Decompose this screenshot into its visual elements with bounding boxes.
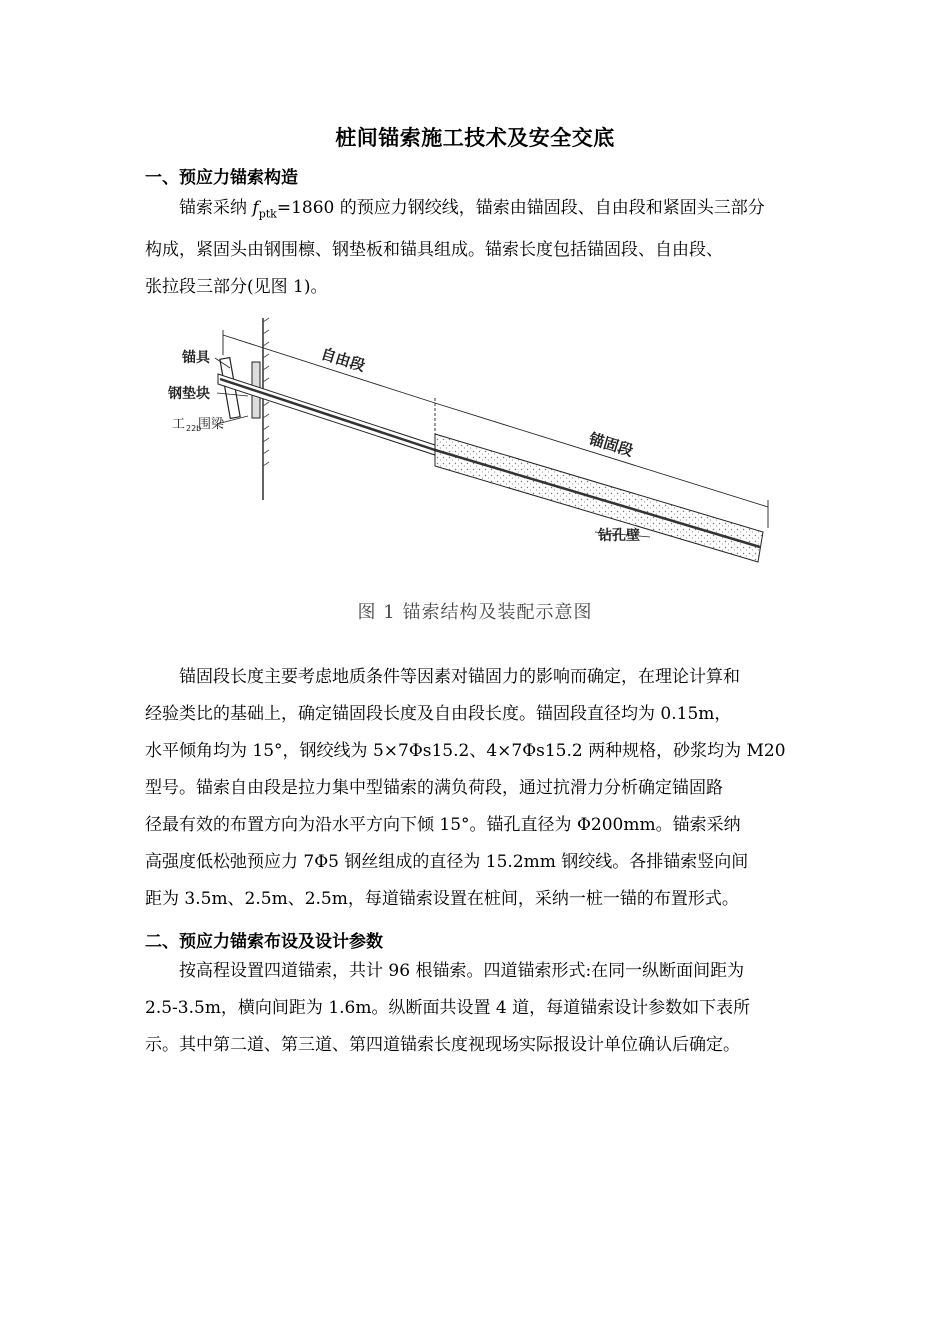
label-anchored-segment: 锚固段 [586, 429, 636, 460]
paragraph-anchored-segment [145, 659, 815, 918]
figure-caption: 图 1 锚索结构及装配示意图 [357, 602, 593, 623]
paragraph-line: 锚索采纳 $f_{ptk}=1860$ 的预应力钢绞线，锚索由锚固段、自由段和紧固头三部分 [179, 198, 765, 221]
paragraph-line: 示。其中第二道、第三道、第四道锚索长度视现场实际报设计单位确认后确定。 [145, 1035, 740, 1055]
anchor-structure-figure [160, 300, 790, 630]
paragraph-line: 锚固段长度主要考虑地质条件等因素对锚固力的影响而确定，在理论计算和 [179, 667, 740, 687]
label-borehole-wall: 钻孔壁 [598, 528, 640, 544]
paragraph-line: 型号。锚索自由段是拉力集中型锚索的满负荷段，通过抗滑力分析确定锚固路 [145, 778, 723, 798]
section-heading-1: 一、预应力锚索构造 [145, 168, 298, 188]
paragraph-line: 距为 3.5m、2.5m、2.5m，每道锚索设置在桩间，采纳一桩一锚的布置形式。 [145, 889, 739, 909]
paragraph-line: 张拉段三部分(见图 1)。 [145, 277, 328, 298]
paragraph-line: 构成，紧固头由钢围檩、钢垫板和锚具组成。锚索长度包括锚固段、自由段、 [145, 240, 723, 261]
label-free-segment: 自由段 [318, 344, 368, 375]
anchor-diagram [160, 300, 790, 590]
label-steel-pad: 钢垫块 [168, 386, 210, 402]
paragraph-line: 径最有效的布置方向为沿水平方向下倾 15°。锚孔直径为 Φ200mm。锚索采纳 [145, 815, 741, 835]
paragraph-line: 高强度低松弛预应力 7Φ5 钢丝组成的直径为 15.2mm 钢绞线。各排锚索竖向间 [145, 852, 749, 872]
label-waler: 围梁 [198, 417, 225, 432]
label-waler-prefix: 工 [172, 417, 186, 432]
paragraph-line: 2.5-3.5m，横向间距为 1.6m。纵断面共设置 4 道，每道锚索设计参数如下表所 [145, 998, 751, 1018]
paragraph-line: 按高程设置四道锚索，共计 96 根锚索。四道锚索形式:在同一纵断面间距为 [179, 961, 745, 981]
label-waler-sub: 22b [186, 424, 202, 433]
section-heading-2: 二、预应力锚索布设及设计参数 [145, 932, 383, 952]
label-anchor: 锚具 [182, 350, 210, 366]
paragraph-structure [145, 190, 815, 306]
document-title: 桩间锚索施工技术及安全交底 [335, 125, 615, 150]
paragraph-layout [145, 953, 815, 1064]
paragraph-line: 水平倾角均为 15°，钢绞线为 5×7Φs15.2、4×7Φs15.2 两种规格，砂浆均为 M20 [145, 741, 786, 761]
paragraph-line: 经验类比的基础上，确定锚固段长度及自由段长度。锚固段直径均为 0.15m， [145, 704, 732, 724]
